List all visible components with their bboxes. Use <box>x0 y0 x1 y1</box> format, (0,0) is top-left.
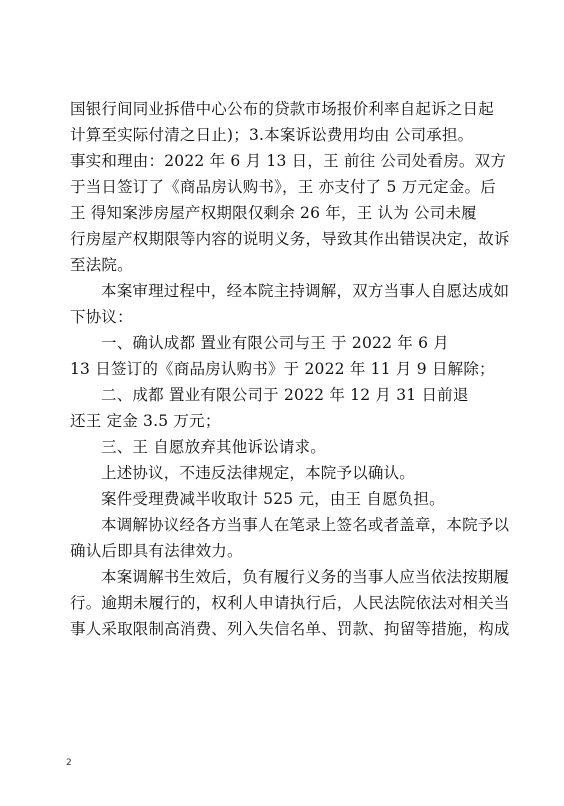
body-line-18: 确认后即具有法律效力。 <box>70 542 243 560</box>
body-line-9: 下协议： <box>70 308 133 326</box>
body-line-15: 上述协议，不违反法律规定，本院予以确认。 <box>101 464 416 482</box>
body-line-16: 案件受理费减半收取计 525 元，由王 自愿负担。 <box>101 490 445 508</box>
body-line-2: 计算至实际付清之日止)；3.本案诉讼费用均由 公司承担。 <box>70 126 474 144</box>
body-line-10: 一、确认成都 置业有限公司与王 于 2022 年 6 月 <box>101 334 449 352</box>
body-line-1: 国银行间同业拆借中心公布的贷款市场报价利率自起诉之日起 <box>70 100 494 118</box>
body-line-4: 于当日签订了《商品房认购书》，王 亦支付了 5 万元定金。后 <box>70 178 496 196</box>
body-line-20: 行。逾期未履行的，权利人申请执行后，人民法院依法对相关当 <box>70 594 510 612</box>
body-line-7: 至法院。 <box>70 256 133 274</box>
body-line-19: 本案调解书生效后，负有履行义务的当事人应当依法按期履 <box>101 568 510 586</box>
page-number: 2 <box>66 758 72 768</box>
body-line-8: 本案审理过程中，经本院主持调解，双方当事人自愿达成如 <box>101 282 510 300</box>
body-line-5: 王 得知案涉房屋产权期限仅剩余 26 年，王 认为 公司未履 <box>70 204 477 222</box>
body-line-14: 三、王 自愿放弃其他诉讼请求。 <box>101 438 326 456</box>
body-line-13: 还王 定金 3.5 万元； <box>70 412 221 430</box>
body-line-21: 事人采取限制高消费、列入失信名单、罚款、拘留等措施，构成 <box>70 620 510 638</box>
body-line-17: 本调解协议经各方当事人在笔录上签名或者盖章，本院予以 <box>101 516 510 534</box>
body-line-3: 事实和理由：2022 年 6 月 13 日，王 前往 公司处看房。双方 <box>70 152 507 170</box>
body-line-11: 13 日签订的《商品房认购书》于 2022 年 11 月 9 日解除； <box>70 360 495 378</box>
body-line-12: 二、成都 置业有限公司于 2022 年 12 月 31 日前退 <box>101 386 469 404</box>
document-body <box>70 96 510 642</box>
body-line-6: 行房屋产权期限等内容的说明义务，导致其作出错误决定，故诉 <box>70 230 510 248</box>
